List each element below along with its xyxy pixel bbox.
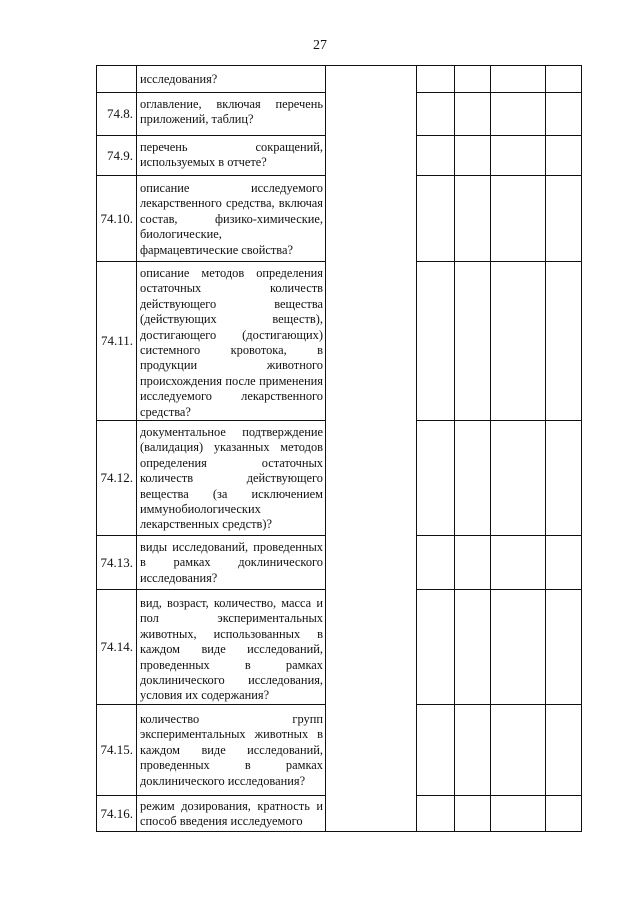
row-divider [416,261,582,262]
item-question: количество групп экспериментальных животных в каждом виде исследований, проведенных в рамках доклинического исследования? [140,712,323,788]
row-divider [416,704,582,705]
item-number: 74.12. [100,470,133,485]
item-number: 74.11. [100,333,133,348]
row-divider [416,795,582,796]
item-question: документальное подтверждение (валидация) указанных методов определения остаточных количеств действующего вещества (за исключением иммунобиологических лекарственных средств)? [140,425,323,532]
item-number [97,66,135,92]
row-divider [416,135,582,136]
row-divider [416,420,582,421]
item-question: оглавление, включая перечень приложений, таблиц? [140,97,323,127]
row-divider [416,175,582,176]
column-divider [545,65,546,832]
page-number: 27 [313,38,327,53]
item-question: виды исследований, проведенных в рамках доклинического исследования? [140,540,323,585]
item-number: 74.16. [100,805,133,821]
item-question: описание методов определения остаточных количеств действующего вещества (действующих веществ), достигающего (достигающих) системного кровотока, в продукции животного происхождения после применения исследуемого лекарственного средства? [140,266,323,419]
item-question: режим дозирования, кратность и способ введения исследуемого [140,799,323,829]
item-question: перечень сокращений, используемых в отчете? [140,140,323,170]
item-number: 74.10. [100,210,133,226]
column-divider [454,65,455,832]
item-question: исследования? [140,72,218,86]
row-divider [416,92,582,93]
item-number: 74.8. [107,106,133,121]
item-number: 74.15. [100,742,133,757]
item-question: вид, возраст, количество, масса и пол экспериментальных животных, использованных в каждом виде исследований, проведенных в рамках доклинического исследования, условия их содержания? [140,596,323,703]
item-number: 74.13. [100,554,133,570]
column-divider [490,65,491,832]
row-divider [416,589,582,590]
item-number: 74.9. [107,147,133,163]
row-divider [416,535,582,536]
column-divider [325,65,326,832]
item-number: 74.14. [100,639,133,654]
column-divider [136,65,137,832]
item-question: описание исследуемого лекарственного средства, включая состав, физико-химические, биологические, фармацевтические свойства? [140,181,323,257]
column-divider [416,65,417,832]
